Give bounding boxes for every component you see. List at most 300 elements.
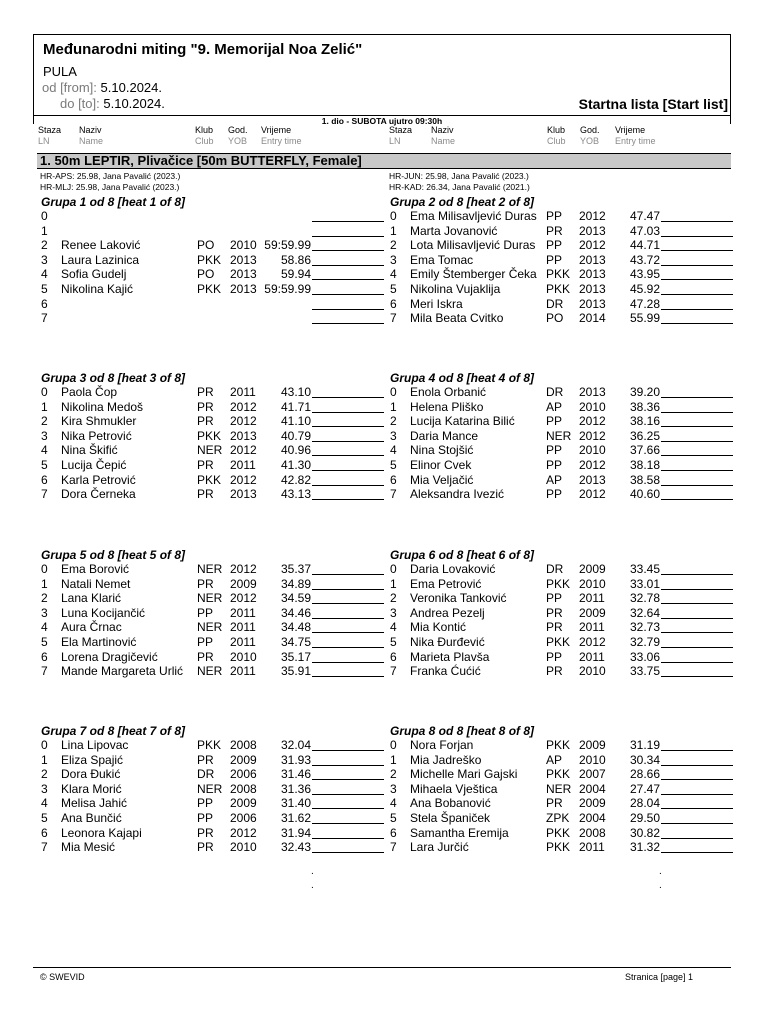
result-line (312, 485, 384, 486)
entry-time: 33.06 (629, 649, 660, 664)
lane-number: 4 (41, 796, 48, 811)
lane-number: 2 (390, 238, 397, 253)
entry-time: 38.58 (629, 472, 660, 487)
entry-time: 59:59.99 (264, 282, 311, 296)
birth-year: 2012 (230, 414, 257, 429)
to-date-row (60, 96, 165, 111)
result-line (661, 765, 733, 766)
lane-number: 6 (390, 296, 397, 311)
result-line (661, 662, 733, 663)
heat-title: Grupa 1 od 8 [heat 1 of 8] (41, 195, 186, 209)
lane-number: 1 (41, 576, 48, 591)
entry-row (389, 840, 734, 855)
club-code: PKK (546, 825, 571, 840)
entry-row (40, 238, 385, 253)
col-time-left: Vrijeme Entry time (261, 125, 302, 146)
club-code: NER (197, 664, 223, 679)
entry-row (389, 591, 734, 606)
lane-number: 7 (390, 840, 397, 855)
record-line: HR-MLJ: 25.98, Jana Pavalić (2023.) (40, 182, 180, 192)
birth-year: 2009 (579, 562, 606, 576)
result-line (661, 426, 733, 427)
col-lane-left: Staza LN (38, 125, 62, 146)
entry-time: 31.46 (280, 767, 311, 782)
swimmer-name: Laura Lazinica (61, 252, 140, 267)
lane-number: 0 (390, 562, 397, 576)
header-box (33, 34, 731, 124)
footer-divider (33, 967, 731, 968)
result-line (661, 250, 733, 251)
lane-number: 2 (41, 414, 48, 429)
entry-row (389, 385, 734, 400)
entry-time: 27.47 (629, 781, 660, 796)
to-date: 5.10.2024. (103, 96, 165, 111)
swimmer-name: Natali Nemet (61, 576, 131, 591)
club-code: PKK (546, 282, 571, 296)
entry-time: 47.47 (629, 209, 660, 223)
swimmer-name: Nika Đurđević (410, 635, 485, 649)
lane-number: 4 (390, 796, 397, 811)
entry-time: 39.20 (629, 385, 660, 399)
club-code: PKK (546, 576, 571, 591)
club-code: PO (197, 267, 215, 282)
result-line (661, 236, 733, 237)
lane-number: 5 (390, 282, 397, 296)
club-code: PP (546, 443, 563, 458)
from-date: 5.10.2024. (100, 80, 162, 95)
birth-year: 2012 (579, 414, 606, 429)
entry-row (389, 796, 734, 811)
lane-number: 3 (41, 781, 48, 796)
heat-title: Grupa 8 od 8 [heat 8 of 8] (390, 724, 535, 738)
birth-year: 2011 (230, 385, 256, 399)
col-year-left: God. YOB (228, 125, 248, 146)
lane-number: 3 (390, 428, 397, 443)
birth-year: 2013 (579, 472, 606, 487)
entry-time: 43.13 (280, 487, 311, 502)
swimmer-name: Lina Lipovac (61, 738, 129, 752)
swimmer-name: Marieta Plavša (410, 649, 490, 664)
lane-number: 6 (41, 649, 48, 664)
club-code: DR (546, 562, 564, 576)
result-line (661, 647, 733, 648)
result-line (312, 294, 384, 295)
entry-row (40, 267, 385, 282)
swimmer-name: Luna Kocijančić (61, 605, 146, 620)
lane-number: 7 (41, 487, 48, 502)
entry-row (389, 577, 734, 592)
birth-year: 2011 (579, 649, 605, 664)
result-line (312, 441, 384, 442)
heat-title: Grupa 3 od 8 [heat 3 of 8] (41, 371, 186, 385)
entry-row (40, 473, 385, 488)
swimmer-name: Ema Borović (61, 562, 130, 576)
swimmer-name: Lucija Čepić (61, 458, 127, 472)
swimmer-name: Nika Petrović (61, 428, 132, 443)
entry-row (40, 606, 385, 621)
lane-number: 5 (41, 635, 48, 649)
swimmer-name: Nora Forjan (410, 738, 474, 752)
swimmer-name: Mihaela Vještica (410, 781, 498, 796)
result-line (661, 323, 733, 324)
lane-number: 4 (41, 620, 48, 635)
col-name-left: Naziv Name (79, 125, 104, 146)
club-code: DR (546, 385, 564, 399)
swimmer-name: Karla Petrović (61, 472, 136, 487)
entry-time: 31.94 (280, 825, 311, 840)
swimmer-name: Dora Černeka (61, 487, 136, 502)
entry-row (40, 796, 385, 811)
entry-time: 32.78 (629, 591, 660, 606)
entry-row (40, 562, 385, 577)
swimmer-name: Enola Orbanić (410, 385, 487, 399)
entry-time: 30.34 (629, 752, 660, 767)
swimmer-name: Emily Štemberger Čeka (410, 267, 537, 282)
swimmer-name: Lota Milisavljević Duras (410, 238, 536, 253)
club-code: PP (546, 209, 563, 223)
result-line (661, 221, 733, 222)
result-line (312, 309, 384, 310)
entry-time: 32.79 (629, 635, 660, 649)
club-code: NER (546, 781, 572, 796)
entry-row (389, 487, 734, 502)
birth-year: 2007 (579, 767, 606, 782)
result-line (661, 808, 733, 809)
club-code: PP (197, 605, 214, 620)
result-line (312, 765, 384, 766)
birth-year: 2012 (579, 238, 606, 253)
dot-mark: . (311, 866, 314, 877)
birth-year: 2013 (579, 296, 606, 311)
birth-year: 2012 (230, 562, 257, 576)
swimmer-name: Mande Margareta Urlić (61, 664, 184, 679)
result-line (312, 236, 384, 237)
entry-time: 38.16 (629, 414, 660, 429)
result-line (661, 823, 733, 824)
club-code: PKK (546, 840, 571, 855)
result-line (312, 662, 384, 663)
club-code: PR (197, 458, 214, 472)
swimmer-name: Mia Jadreško (410, 752, 482, 767)
entry-row (389, 443, 734, 458)
swimmer-name: Mila Beata Cvitko (410, 311, 504, 326)
swimmer-name: Michelle Mari Gajski (410, 767, 518, 782)
club-code: NER (197, 591, 223, 606)
birth-year: 2011 (579, 840, 605, 855)
entry-time: 32.64 (629, 605, 660, 620)
lane-number: 0 (41, 385, 48, 399)
heat-title: Grupa 5 od 8 [heat 5 of 8] (41, 548, 186, 562)
lane-number: 1 (41, 223, 48, 238)
lane-number: 3 (390, 781, 397, 796)
entry-row (389, 782, 734, 797)
result-line (661, 589, 733, 590)
lane-number: 7 (41, 840, 48, 855)
result-line (312, 794, 384, 795)
result-line (661, 838, 733, 839)
result-line (661, 574, 733, 575)
result-line (661, 779, 733, 780)
club-code: PR (197, 649, 214, 664)
birth-year: 2010 (579, 752, 606, 767)
birth-year: 2008 (230, 738, 257, 752)
swimmer-name: Dora Đukić (61, 767, 121, 782)
entry-time: 41.10 (280, 414, 311, 429)
swimmer-name: Nina Stojšić (410, 443, 474, 458)
birth-year: 2008 (230, 781, 257, 796)
birth-year: 2009 (230, 796, 257, 811)
birth-year: 2013 (230, 267, 257, 282)
result-line (661, 852, 733, 853)
birth-year: 2011 (230, 605, 256, 620)
entry-row (40, 767, 385, 782)
result-line (312, 852, 384, 853)
result-line (661, 265, 733, 266)
entry-time: 35.37 (280, 562, 311, 576)
lane-number: 4 (390, 620, 397, 635)
club-code: PR (197, 399, 214, 414)
lane-number: 6 (390, 472, 397, 487)
entry-time: 43.95 (629, 267, 660, 282)
entry-time: 31.32 (629, 840, 660, 855)
record-line: HR-APS: 25.98, Jana Pavalić (2023.) (40, 171, 181, 181)
club-code: PR (546, 796, 563, 811)
entry-row (40, 400, 385, 415)
club-code: PP (546, 487, 563, 502)
entry-row (389, 238, 734, 253)
heat-title: Grupa 4 od 8 [heat 4 of 8] (390, 371, 535, 385)
entry-time: 31.19 (629, 738, 660, 752)
swimmer-name: Kira Shmukler (61, 414, 137, 429)
lane-number: 7 (41, 311, 48, 326)
result-line (661, 499, 733, 500)
club-code: PR (197, 385, 214, 399)
lane-number: 7 (41, 664, 48, 679)
lane-number: 3 (41, 252, 48, 267)
club-code: PKK (546, 738, 571, 752)
result-line (312, 676, 384, 677)
club-code: NER (546, 428, 572, 443)
lane-number: 2 (390, 591, 397, 606)
swimmer-name: Daria Mance (410, 428, 479, 443)
entry-time: 43.72 (629, 252, 660, 267)
lane-number: 0 (41, 738, 48, 752)
lane-number: 1 (390, 576, 397, 591)
birth-year: 2012 (579, 458, 606, 472)
swimmer-name: Ela Martinović (61, 635, 137, 649)
entry-row (40, 224, 385, 239)
club-code: PP (197, 811, 214, 825)
birth-year: 2008 (579, 825, 606, 840)
entry-time: 41.71 (280, 399, 311, 414)
entry-row (40, 209, 385, 224)
lane-number: 4 (390, 267, 397, 282)
result-line (312, 455, 384, 456)
result-line (312, 779, 384, 780)
result-line (312, 750, 384, 751)
col-club-right: Klub Club (547, 125, 566, 146)
swimmer-name: Mia Kontić (410, 620, 467, 635)
club-code: PKK (546, 635, 571, 649)
birth-year: 2011 (230, 620, 256, 635)
heat-title: Grupa 7 od 8 [heat 7 of 8] (41, 724, 186, 738)
birth-year: 2009 (230, 752, 257, 767)
page-number: Stranica [page] 1 (624, 972, 693, 982)
record-line: HR-JUN: 25.98, Jana Pavalić (2023.) (389, 171, 529, 181)
birth-year: 2010 (579, 576, 606, 591)
entry-row (389, 400, 734, 415)
result-line (312, 574, 384, 575)
birth-year: 2006 (230, 811, 257, 825)
birth-year: 2012 (579, 635, 606, 649)
swimmer-name: Mia Mesić (61, 840, 116, 855)
swimmer-name: Nikolina Medoš (61, 399, 144, 414)
lane-number: 6 (390, 649, 397, 664)
result-line (312, 250, 384, 251)
result-line (312, 838, 384, 839)
swimmer-name: Nikolina Vujaklija (410, 282, 501, 296)
entry-row (389, 297, 734, 312)
birth-year: 2012 (230, 825, 257, 840)
birth-year: 2011 (579, 591, 605, 606)
entry-time: 31.36 (280, 781, 311, 796)
swimmer-name: Marta Jovanović (410, 223, 498, 238)
entry-row (40, 753, 385, 768)
result-line (661, 632, 733, 633)
swimmer-name: Ema Petrović (410, 576, 482, 591)
entry-time: 38.18 (629, 458, 660, 472)
club-code: PR (197, 414, 214, 429)
result-line (661, 279, 733, 280)
col-name-right: Naziv Name (431, 125, 456, 146)
lane-number: 5 (390, 458, 397, 472)
lane-number: 7 (390, 311, 397, 326)
result-line (661, 750, 733, 751)
club-code: PR (546, 605, 563, 620)
result-line (661, 441, 733, 442)
birth-year: 2010 (579, 399, 606, 414)
entry-time: 33.01 (629, 576, 660, 591)
entry-row (389, 738, 734, 753)
lane-number: 1 (390, 399, 397, 414)
entry-row (389, 224, 734, 239)
club-code: PP (197, 635, 214, 649)
swimmer-name: Ana Bunčić (61, 811, 122, 825)
result-line (312, 397, 384, 398)
club-code: PP (546, 591, 563, 606)
lane-number: 2 (390, 767, 397, 782)
dot-mark: . (659, 880, 662, 891)
swimmer-name: Sofia Gudelj (61, 267, 127, 282)
lane-number: 4 (41, 443, 48, 458)
club-code: PP (546, 238, 563, 253)
session-title: 1. dio - SUBOTA ujutro 09:30h (33, 115, 731, 126)
entry-time: 34.59 (280, 591, 311, 606)
entry-row (389, 473, 734, 488)
swimmer-name: Aleksandra Ivezić (410, 487, 505, 502)
entry-time: 59.94 (280, 267, 311, 282)
club-code: DR (546, 296, 564, 311)
entry-time: 28.66 (629, 767, 660, 782)
entry-row (389, 311, 734, 326)
club-code: NER (197, 562, 223, 576)
swimmer-name: Lorena Dragičević (61, 649, 158, 664)
swimmer-name: Ema Tomac (410, 252, 474, 267)
entry-time: 32.73 (629, 620, 660, 635)
result-line (661, 470, 733, 471)
swimmer-name: Veronika Tanković (410, 591, 507, 606)
lane-number: 3 (41, 605, 48, 620)
lane-number: 4 (41, 267, 48, 282)
entry-row (389, 282, 734, 297)
entry-row (40, 577, 385, 592)
lane-number: 2 (41, 238, 48, 253)
copyright: © SWEVID (40, 972, 85, 982)
club-code: PR (546, 620, 563, 635)
lane-number: 0 (390, 738, 397, 752)
entry-time: 31.93 (280, 752, 311, 767)
entry-row (389, 253, 734, 268)
club-code: ZPK (546, 811, 570, 825)
entry-row (40, 635, 385, 650)
birth-year: 2012 (230, 443, 257, 458)
swimmer-name: Lucija Katarina Bilić (410, 414, 515, 429)
club-code: PR (546, 223, 563, 238)
entry-row (40, 782, 385, 797)
lane-number: 4 (390, 443, 397, 458)
lane-number: 5 (390, 811, 397, 825)
result-line (312, 647, 384, 648)
birth-year: 2013 (579, 223, 606, 238)
entry-time: 40.60 (629, 487, 660, 502)
swimmer-name: Nikolina Kajić (61, 282, 134, 296)
event-title: 1. 50m LEPTIR, Plivačice [50m BUTTERFLY, Female] (37, 153, 731, 169)
club-code: PO (546, 311, 564, 326)
lane-number: 6 (41, 296, 48, 311)
entry-row (40, 414, 385, 429)
club-code: PR (197, 840, 214, 855)
entry-row (389, 209, 734, 224)
club-code: NER (197, 781, 223, 796)
entry-row (40, 840, 385, 855)
entry-row (40, 458, 385, 473)
lane-number: 0 (41, 209, 48, 223)
result-line (312, 632, 384, 633)
club-code: PP (546, 414, 563, 429)
result-line (312, 412, 384, 413)
club-code: PR (197, 576, 214, 591)
lane-number: 7 (390, 487, 397, 502)
result-line (661, 603, 733, 604)
result-line (312, 426, 384, 427)
entry-row (40, 620, 385, 635)
entry-time: 32.04 (280, 738, 311, 752)
result-line (312, 589, 384, 590)
swimmer-name: Lara Jurčić (410, 840, 469, 855)
document-type: Startna lista [Start list] (578, 96, 728, 112)
entry-time: 59:59.99 (264, 238, 311, 253)
entry-time: 45.92 (629, 282, 660, 296)
result-line (312, 279, 384, 280)
entry-time: 30.82 (629, 825, 660, 840)
birth-year: 2009 (579, 605, 606, 620)
entry-row (389, 650, 734, 665)
club-code: PP (546, 458, 563, 472)
entry-row (40, 811, 385, 826)
entry-time: 34.48 (280, 620, 311, 635)
entry-time: 34.75 (280, 635, 311, 649)
birth-year: 2012 (579, 487, 606, 502)
